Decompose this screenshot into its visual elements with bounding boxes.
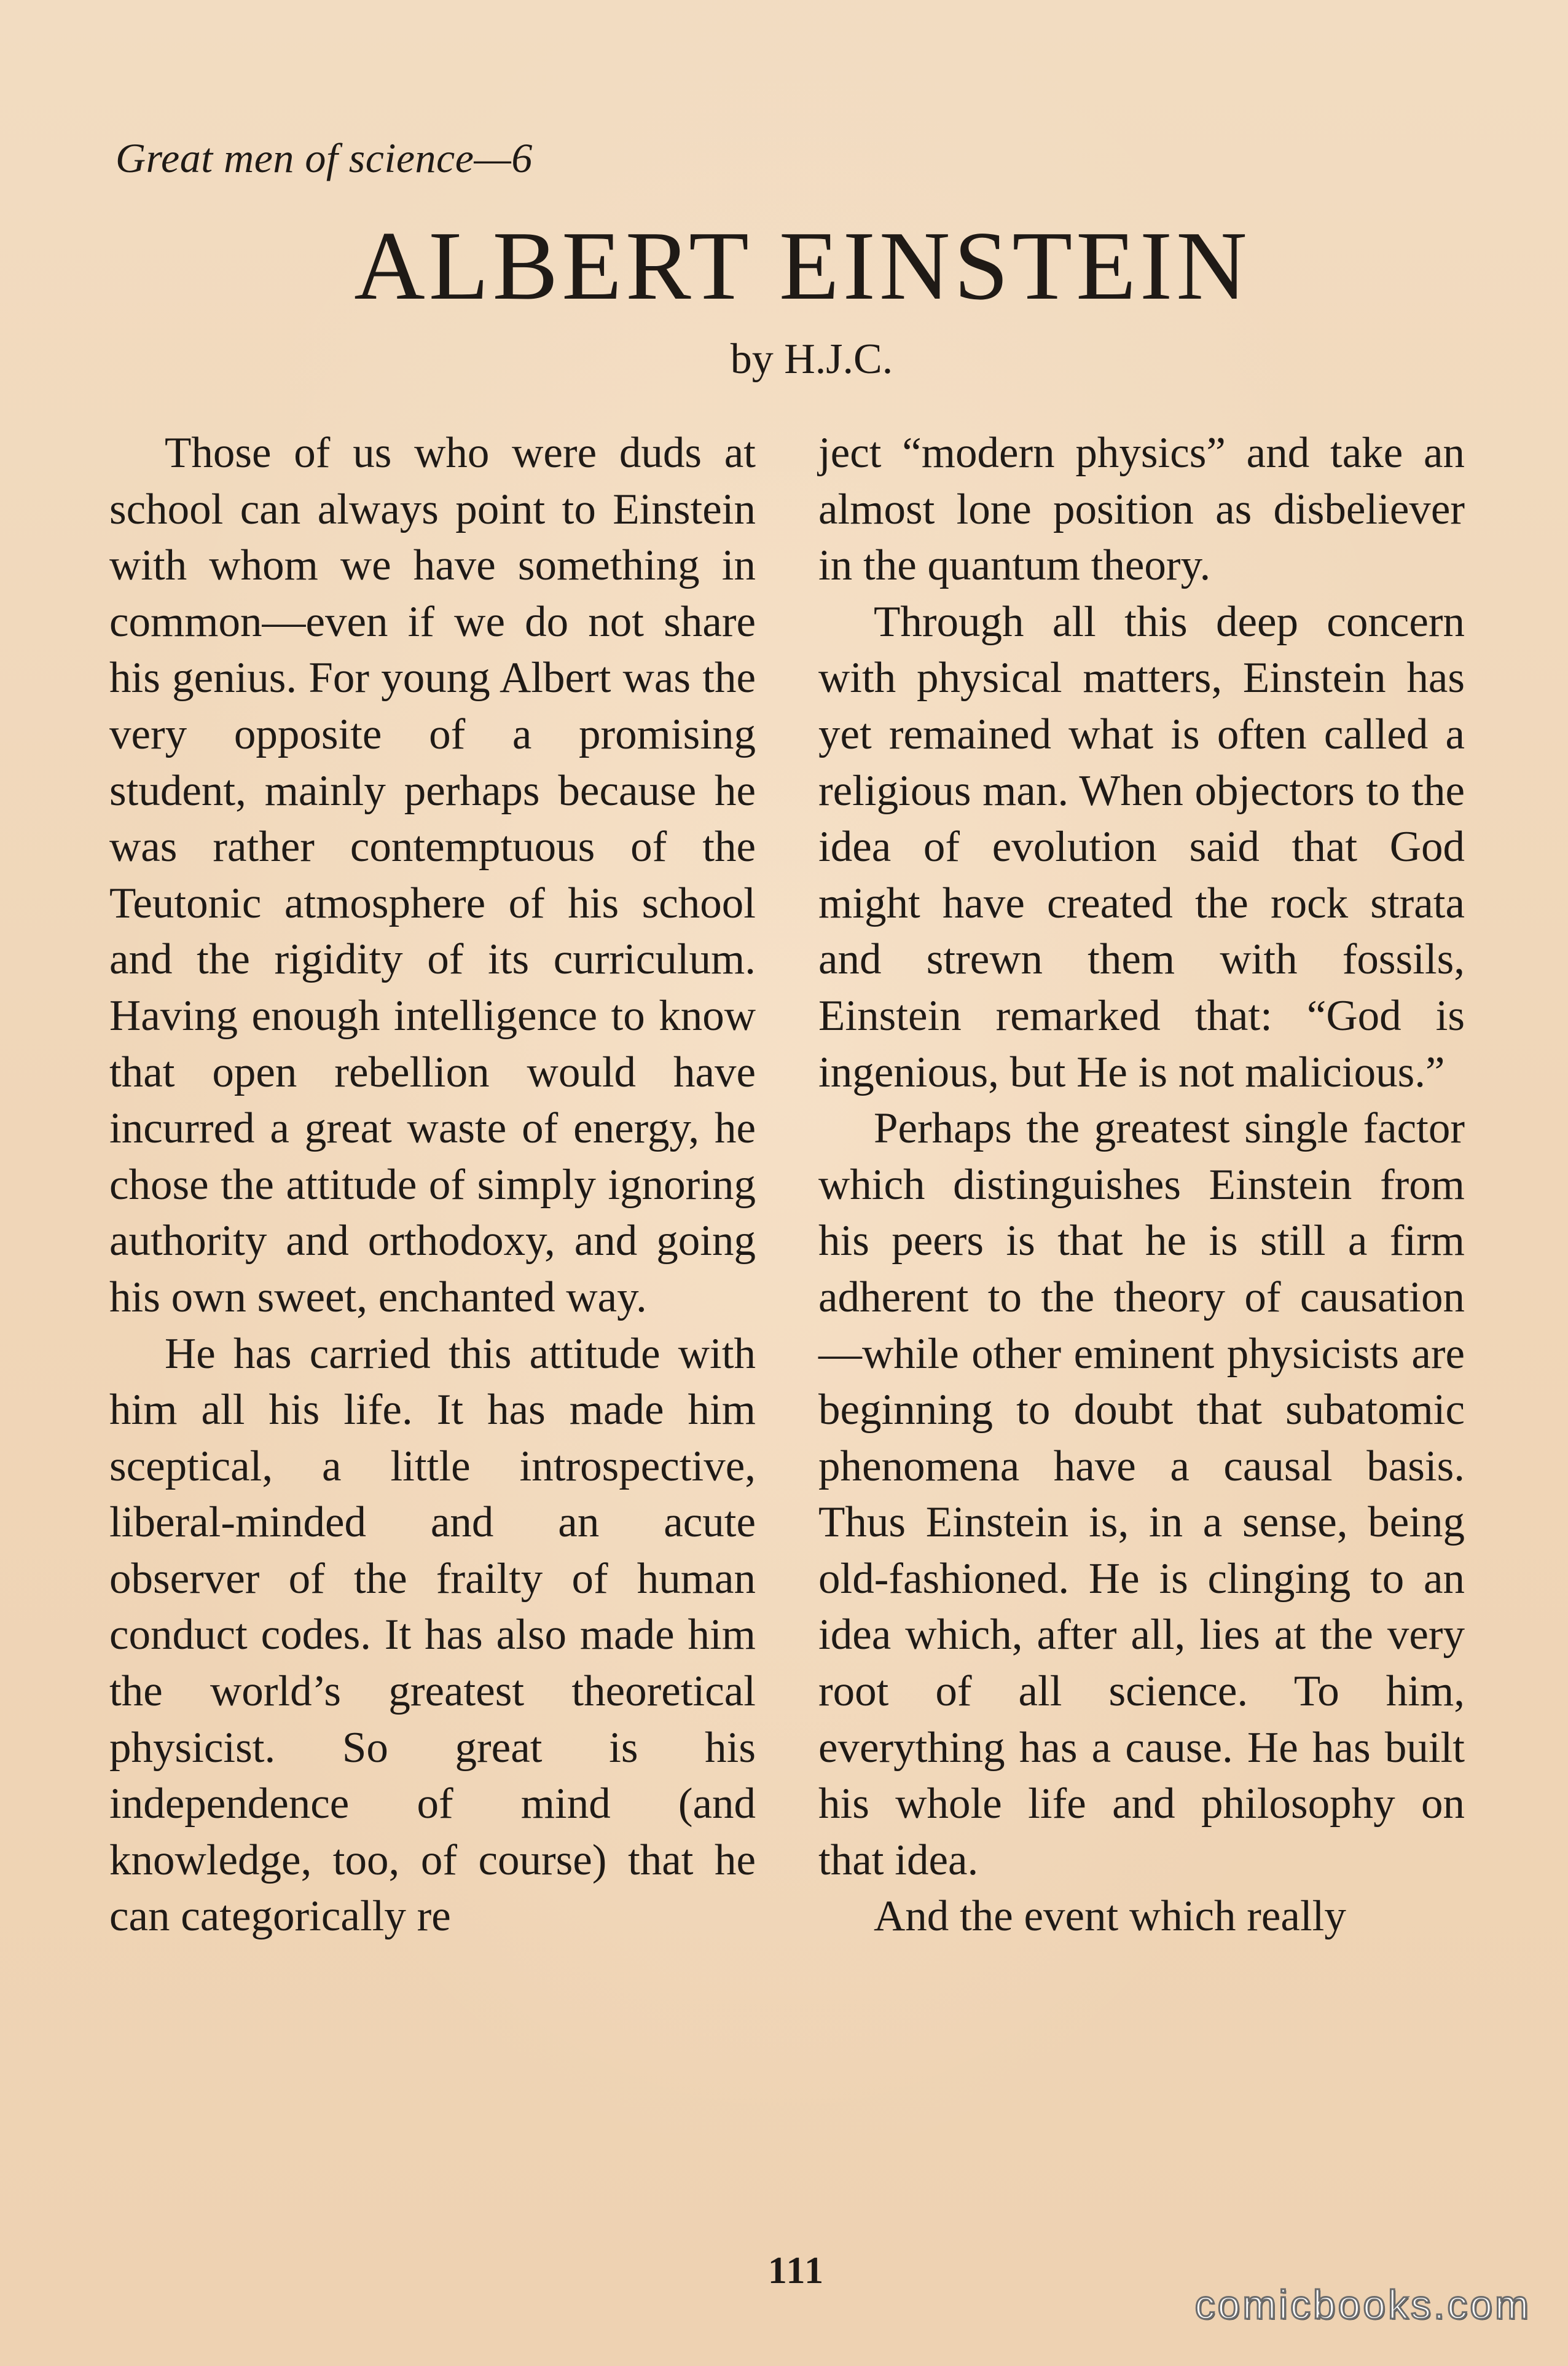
paragraph: Those of us who were duds at school can always point to Einstein with whom we have something in common—even if we do not share his genius. For young Albert was the very opposite of a promising student, mainly perhaps because he was rather contemptuous of the Teutonic atmosphere of his school and the rigidity of its curriculum. Having enough intelligence to know that open rebellion would have incurred a great waste of energy, he chose the attitude of simply ignoring authority and orthodoxy, and going his own sweet, enchanted way. <box>109 429 756 1321</box>
left-column <box>109 425 756 1945</box>
paragraph-continued: ject “modern physics” and take an almost lone position as disbeliever in the quantum theory. <box>818 429 1465 590</box>
paragraph: Through all this deep concern with physical matters, Einstein has yet remained what is often called a religious man. When objectors to the idea of evolution said that God might have created the rock strata and strewn them with fossils, Einstein remarked that: “God is ingenious, but He is not malicious.” <box>818 597 1465 1096</box>
article-byline: by H.J.C. <box>730 336 893 383</box>
watermark-logo: comicbooks.com <box>1194 2282 1531 2327</box>
series-heading: Great men of science—6 <box>116 135 533 181</box>
paragraph: He has carried this attitude with him all his life. It has made him sceptical, a little introspective, liberal-minded and an acute observer of the frailty of human conduct codes. It has also made him the world’s greatest theoretical physicist. So great is his independence of mind (and knowledge, too, of course) that he can categorically re <box>109 1329 756 1941</box>
paragraph: Perhaps the greatest single factor which distinguishes Einstein from his peers is that he is still a firm adherent to the theory of causation—while other eminent physicists are beginning to doubt that subatomic phenomena have a causal basis. Thus Einstein is, in a sense, being old-fashioned. He is clinging to an idea which, after all, lies at the very root of all science. To him, everything has a cause. He has built his whole life and philosophy on that idea. <box>818 1104 1465 1884</box>
paragraph: And the event which really <box>874 1892 1346 1941</box>
article-title: ALBERT EINSTEIN <box>354 211 1251 320</box>
page-number: 111 <box>767 2250 825 2292</box>
right-column <box>818 425 1465 1945</box>
